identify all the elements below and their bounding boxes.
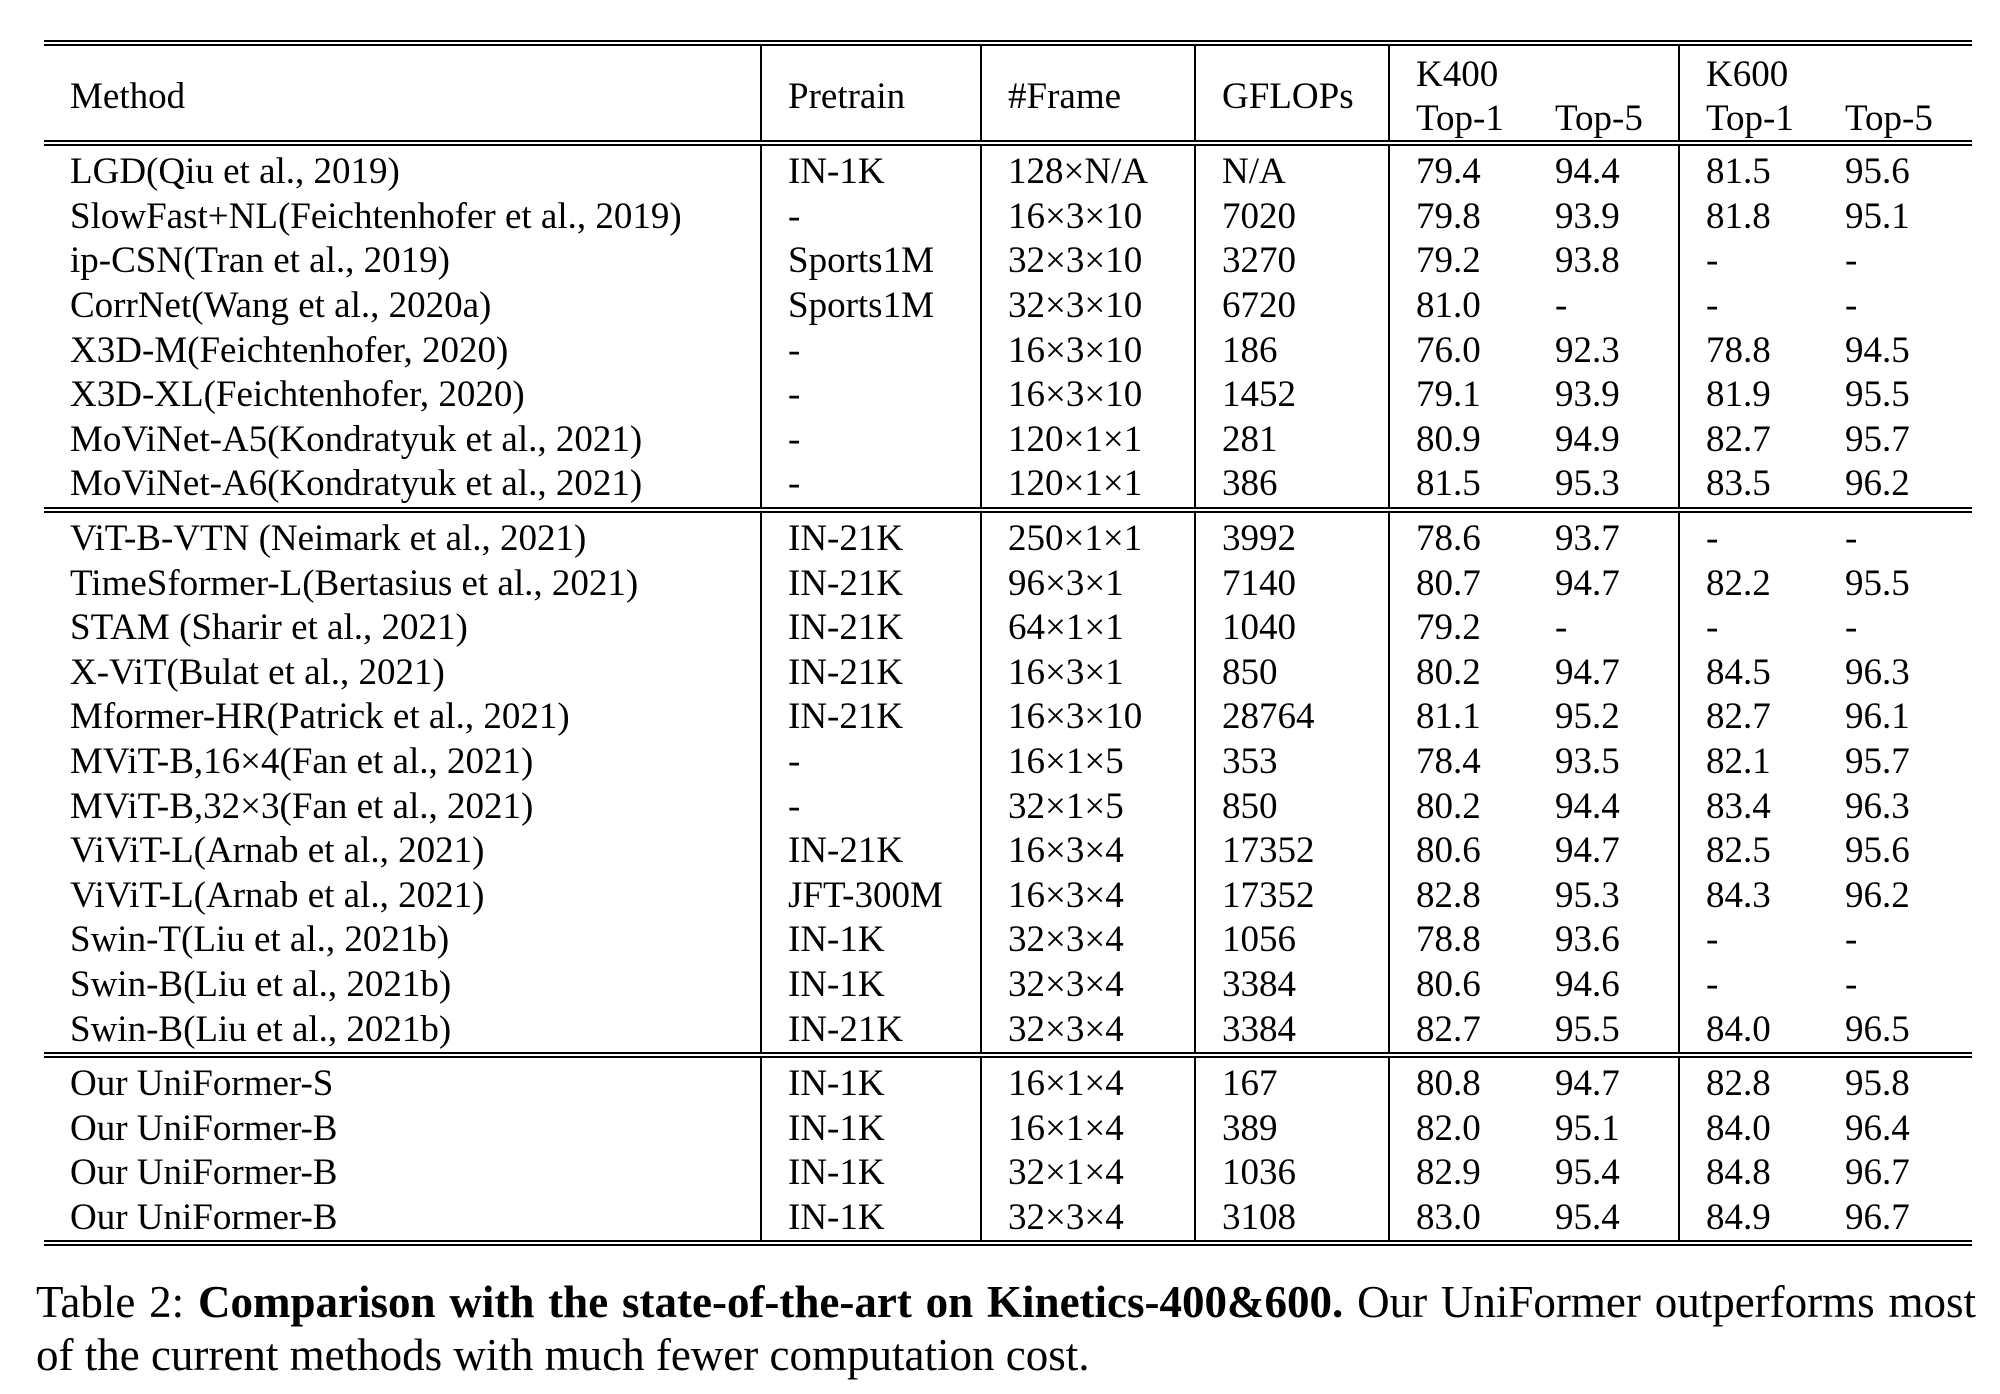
cell-k600-top5: 95.8	[1845, 1063, 1910, 1105]
cell-method: STAM (Sharir et al., 2021)	[70, 607, 468, 649]
cell-k600-top1: 83.4	[1679, 784, 1819, 829]
cell-frame: 96×3×1	[981, 561, 1195, 606]
cell-method: Swin-B(Liu et al., 2021b)	[70, 963, 452, 1005]
cell-k400-top1: 82.9	[1389, 1151, 1529, 1196]
cell-k400-top1: 78.6	[1389, 510, 1529, 562]
cell-frame: 64×1×1	[981, 606, 1195, 651]
table-row	[44, 1196, 1972, 1244]
cell-k600-top5: 96.2	[1845, 463, 1910, 505]
table-row	[44, 328, 1972, 373]
cell-pretrain: -	[761, 328, 981, 373]
cell-k400-top1: 78.8	[1389, 918, 1529, 963]
cell-method: Swin-T(Liu et al., 2021b)	[70, 919, 450, 961]
cell-k400-top1: 80.2	[1389, 651, 1529, 696]
cell-frame: 32×3×10	[981, 239, 1195, 284]
cell-method: X3D-XL(Feichtenhofer, 2020)	[70, 374, 525, 416]
cell-pretrain: IN-1K	[761, 1196, 981, 1244]
cell-k600-top1: 82.5	[1679, 829, 1819, 874]
cell-k600-top1: 82.8	[1679, 1055, 1819, 1107]
cell-k600-top1: -	[1679, 606, 1819, 651]
header-gflops: GFLOPs	[1195, 43, 1389, 143]
cell-k600-top1: 81.5	[1679, 143, 1819, 195]
cell-pretrain: -	[761, 373, 981, 418]
cell-pretrain: IN-21K	[761, 695, 981, 740]
cell-method: Swin-B(Liu et al., 2021b)	[70, 1008, 452, 1050]
table-row	[44, 462, 1972, 510]
table-row	[44, 1007, 1972, 1055]
cell-k600-top1: 78.8	[1679, 328, 1819, 373]
cell-gflops: 1036	[1195, 1151, 1389, 1196]
cell-gflops: 7020	[1195, 195, 1389, 240]
cell-method: X-ViT(Bulat et al., 2021)	[70, 651, 445, 693]
table-row	[44, 373, 1972, 418]
cell-method: MViT-B,16×4(Fan et al., 2021)	[70, 741, 534, 783]
cell-k400-top1: 83.0	[1389, 1196, 1529, 1244]
table-row	[44, 651, 1972, 696]
cell-gflops: 7140	[1195, 561, 1389, 606]
cell-pretrain: IN-1K	[761, 918, 981, 963]
cell-frame: 16×1×4	[981, 1055, 1195, 1107]
cell-frame: 16×3×1	[981, 651, 1195, 696]
cell-k600-top1: 84.8	[1679, 1151, 1819, 1196]
cell-k400-top5: 93.9	[1555, 374, 1620, 416]
cell-pretrain: IN-21K	[761, 829, 981, 874]
table-row	[44, 963, 1972, 1008]
cell-method: ViViT-L(Arnab et al., 2021)	[70, 874, 485, 916]
cell-gflops: 3384	[1195, 1007, 1389, 1055]
cell-pretrain: IN-21K	[761, 1007, 981, 1055]
cell-k400-top5: 94.7	[1555, 1063, 1620, 1105]
cell-k400-top5: 94.7	[1555, 562, 1620, 604]
cell-pretrain: IN-1K	[761, 1055, 981, 1107]
cell-method: ViT-B-VTN (Neimark et al., 2021)	[70, 518, 587, 560]
caption-label: Table 2:	[36, 1277, 198, 1327]
section-cnn-methods	[44, 143, 1972, 510]
cell-frame: 32×1×5	[981, 784, 1195, 829]
cell-gflops: 186	[1195, 328, 1389, 373]
cell-gflops: 850	[1195, 651, 1389, 696]
cell-k400-top1: 76.0	[1389, 328, 1529, 373]
table-row	[44, 239, 1972, 284]
cell-k600-top1: 84.0	[1679, 1106, 1819, 1151]
cell-k400-top5: 95.4	[1555, 1152, 1620, 1194]
cell-k600-top5: 96.5	[1845, 1008, 1910, 1050]
cell-k400-top5: 95.1	[1555, 1107, 1620, 1149]
cell-method: ip-CSN(Tran et al., 2019)	[70, 240, 450, 282]
cell-k600-top1: 82.7	[1679, 418, 1819, 463]
cell-pretrain: -	[761, 462, 981, 510]
cell-k400-top5: 95.2	[1555, 696, 1620, 738]
cell-k400-top1: 82.0	[1389, 1106, 1529, 1151]
cell-frame: 120×1×1	[981, 462, 1195, 510]
cell-k600-top5: 96.3	[1845, 651, 1910, 693]
header-method: Method	[70, 75, 186, 117]
cell-pretrain: IN-1K	[761, 1106, 981, 1151]
cell-k600-top5: 96.2	[1845, 874, 1910, 916]
cell-method: X3D-M(Feichtenhofer, 2020)	[70, 329, 509, 371]
cell-k400-top1: 82.8	[1389, 874, 1529, 919]
cell-frame: 32×3×10	[981, 284, 1195, 329]
cell-frame: 16×3×10	[981, 373, 1195, 418]
cell-k600-top1: 84.3	[1679, 874, 1819, 919]
cell-frame: 250×1×1	[981, 510, 1195, 562]
table-row	[44, 561, 1972, 606]
header-pretrain: Pretrain	[761, 43, 981, 143]
cell-k600-top5: 95.7	[1845, 418, 1910, 460]
cell-k600-top5: 96.3	[1845, 785, 1910, 827]
cell-gflops: 3384	[1195, 963, 1389, 1008]
cell-k400-top1: 81.0	[1389, 284, 1529, 329]
cell-k400-top5: 94.4	[1555, 785, 1620, 827]
cell-gflops: 1040	[1195, 606, 1389, 651]
cell-k400-top1: 80.6	[1389, 963, 1529, 1008]
table-row	[44, 829, 1972, 874]
cell-method: ViViT-L(Arnab et al., 2021)	[70, 830, 485, 872]
cell-k400-top1: 80.7	[1389, 561, 1529, 606]
cell-frame: 16×3×10	[981, 328, 1195, 373]
cell-k600-top1: -	[1679, 284, 1819, 329]
cell-k400-top1: 79.4	[1389, 143, 1529, 195]
cell-k400-top1: 81.1	[1389, 695, 1529, 740]
cell-frame: 32×3×4	[981, 1007, 1195, 1055]
cell-method: Our UniFormer-B	[70, 1196, 338, 1238]
cell-k400-top5: 93.5	[1555, 741, 1620, 783]
cell-gflops: 1056	[1195, 918, 1389, 963]
header-k600: K600	[1679, 43, 1972, 96]
cell-k600-top1: 82.7	[1679, 695, 1819, 740]
cell-gflops: N/A	[1195, 143, 1389, 195]
cell-method: Mformer-HR(Patrick et al., 2021)	[70, 696, 570, 738]
cell-method: TimeSformer-L(Bertasius et al., 2021)	[70, 562, 639, 604]
cell-gflops: 17352	[1195, 829, 1389, 874]
cell-k600-top5: 96.7	[1845, 1196, 1910, 1238]
table-row	[44, 510, 1972, 562]
table-header	[44, 43, 1972, 143]
section-transformer-methods	[44, 510, 1972, 1055]
cell-k400-top5: 95.4	[1555, 1196, 1620, 1238]
cell-gflops: 1452	[1195, 373, 1389, 418]
cell-k400-top5: 92.3	[1555, 329, 1620, 371]
table-row	[44, 418, 1972, 463]
cell-k400-top5: 95.5	[1555, 1008, 1620, 1050]
cell-k400-top1: 79.1	[1389, 373, 1529, 418]
cell-k400-top1: 79.2	[1389, 606, 1529, 651]
cell-gflops: 3108	[1195, 1196, 1389, 1244]
cell-k400-top1: 79.8	[1389, 195, 1529, 240]
cell-k600-top1: -	[1679, 963, 1819, 1008]
cell-pretrain: IN-1K	[761, 143, 981, 195]
cell-frame: 16×3×4	[981, 829, 1195, 874]
cell-k600-top1: 81.8	[1679, 195, 1819, 240]
cell-k400-top1: 80.6	[1389, 829, 1529, 874]
table-row	[44, 1055, 1972, 1107]
cell-k400-top1: 81.5	[1389, 462, 1529, 510]
cell-k400-top1: 80.8	[1389, 1055, 1529, 1107]
table-row	[44, 784, 1972, 829]
cell-pretrain: -	[761, 784, 981, 829]
cell-method: MoViNet-A6(Kondratyuk et al., 2021)	[70, 463, 643, 505]
cell-gflops: 281	[1195, 418, 1389, 463]
cell-frame: 32×1×4	[981, 1151, 1195, 1196]
table-caption	[36, 1276, 1976, 1382]
cell-method: CorrNet(Wang et al., 2020a)	[70, 285, 492, 327]
cell-k400-top5: 94.9	[1555, 418, 1620, 460]
table-row	[44, 143, 1972, 195]
cell-k600-top1: 82.2	[1679, 561, 1819, 606]
cell-pretrain: IN-21K	[761, 510, 981, 562]
cell-k600-top5: 95.6	[1845, 151, 1910, 193]
table-row	[44, 1151, 1972, 1196]
header-frame: #Frame	[981, 43, 1195, 143]
cell-k600-top1: 84.0	[1679, 1007, 1819, 1055]
cell-pretrain: IN-1K	[761, 963, 981, 1008]
cell-pretrain: Sports1M	[761, 239, 981, 284]
cell-pretrain: JFT-300M	[761, 874, 981, 919]
header-k600-top5: Top-5	[1845, 97, 1933, 139]
cell-frame: 32×3×4	[981, 963, 1195, 1008]
table-row	[44, 1106, 1972, 1151]
cell-k400-top5: 93.9	[1555, 195, 1620, 237]
header-k400-top5: Top-5	[1555, 97, 1643, 139]
cell-k600-top1: 82.1	[1679, 740, 1819, 785]
cell-frame: 32×3×4	[981, 1196, 1195, 1244]
cell-k600-top5: 95.1	[1845, 195, 1910, 237]
cell-k600-top1: 84.9	[1679, 1196, 1819, 1244]
cell-k600-top5: -	[1845, 607, 1858, 649]
cell-k400-top5: -	[1555, 285, 1568, 327]
cell-k600-top5: 96.7	[1845, 1152, 1910, 1194]
cell-pretrain: -	[761, 740, 981, 785]
cell-k600-top5: 95.6	[1845, 830, 1910, 872]
cell-method: SlowFast+NL(Feichtenhofer et al., 2019)	[70, 195, 682, 237]
cell-k600-top5: 96.1	[1845, 696, 1910, 738]
cell-method: MViT-B,32×3(Fan et al., 2021)	[70, 785, 534, 827]
cell-k600-top1: -	[1679, 510, 1819, 562]
cell-k400-top5: 94.4	[1555, 151, 1620, 193]
cell-method: Our UniFormer-B	[70, 1152, 338, 1194]
cell-k600-top5: -	[1845, 919, 1858, 961]
cell-frame: 16×3×4	[981, 874, 1195, 919]
header-k400: K400	[1389, 43, 1679, 96]
cell-gflops: 167	[1195, 1055, 1389, 1107]
cell-method: Our UniFormer-S	[70, 1063, 334, 1105]
cell-k400-top5: 94.6	[1555, 963, 1620, 1005]
table-row	[44, 874, 1972, 919]
cell-pretrain: IN-1K	[761, 1151, 981, 1196]
table-row	[44, 740, 1972, 785]
section-our-methods	[44, 1055, 1972, 1243]
cell-k400-top1: 78.4	[1389, 740, 1529, 785]
cell-k400-top1: 80.2	[1389, 784, 1529, 829]
cell-k400-top1: 79.2	[1389, 239, 1529, 284]
cell-k400-top5: 93.7	[1555, 518, 1620, 560]
table-row	[44, 195, 1972, 240]
cell-k400-top5: 95.3	[1555, 874, 1620, 916]
cell-frame: 16×3×10	[981, 195, 1195, 240]
cell-frame: 32×3×4	[981, 918, 1195, 963]
cell-frame: 120×1×1	[981, 418, 1195, 463]
header-k400-top1: Top-1	[1389, 96, 1529, 143]
cell-pretrain: -	[761, 418, 981, 463]
cell-k600-top5: -	[1845, 518, 1858, 560]
cell-k400-top1: 82.7	[1389, 1007, 1529, 1055]
cell-gflops: 353	[1195, 740, 1389, 785]
header-k600-top1: Top-1	[1679, 96, 1819, 143]
cell-pretrain: IN-21K	[761, 606, 981, 651]
cell-frame: 16×1×4	[981, 1106, 1195, 1151]
cell-method: Our UniFormer-B	[70, 1107, 338, 1149]
cell-k600-top1: -	[1679, 239, 1819, 284]
cell-k600-top5: 95.7	[1845, 741, 1910, 783]
cell-k400-top1: 80.9	[1389, 418, 1529, 463]
cell-frame: 128×N/A	[981, 143, 1195, 195]
results-table	[44, 40, 1972, 1246]
cell-k400-top5: 95.3	[1555, 463, 1620, 505]
cell-gflops: 28764	[1195, 695, 1389, 740]
cell-k400-top5: -	[1555, 607, 1568, 649]
cell-k600-top5: -	[1845, 963, 1858, 1005]
cell-frame: 16×1×5	[981, 740, 1195, 785]
cell-pretrain: IN-21K	[761, 651, 981, 696]
cell-k600-top5: 94.5	[1845, 329, 1910, 371]
cell-k400-top5: 94.7	[1555, 830, 1620, 872]
table-row	[44, 695, 1972, 740]
cell-k600-top5: -	[1845, 240, 1858, 282]
table-row	[44, 918, 1972, 963]
caption-text: Our UniFormer outperforms most of the current methods with much fewer computation cost.	[36, 1277, 1976, 1380]
cell-k400-top5: 94.7	[1555, 651, 1620, 693]
cell-k400-top5: 93.8	[1555, 240, 1620, 282]
cell-gflops: 3992	[1195, 510, 1389, 562]
cell-pretrain: IN-21K	[761, 561, 981, 606]
cell-k600-top1: 81.9	[1679, 373, 1819, 418]
cell-gflops: 850	[1195, 784, 1389, 829]
cell-k600-top5: 95.5	[1845, 374, 1910, 416]
cell-k600-top5: 96.4	[1845, 1107, 1910, 1149]
cell-k600-top1: 84.5	[1679, 651, 1819, 696]
caption-title: Comparison with the state-of-the-art on Kinetics-400&600.	[197, 1277, 1344, 1327]
cell-k600-top1: -	[1679, 918, 1819, 963]
cell-gflops: 389	[1195, 1106, 1389, 1151]
cell-k600-top1: 83.5	[1679, 462, 1819, 510]
cell-k400-top5: 93.6	[1555, 919, 1620, 961]
cell-gflops: 17352	[1195, 874, 1389, 919]
cell-method: LGD(Qiu et al., 2019)	[70, 151, 400, 193]
cell-k600-top5: -	[1845, 285, 1858, 327]
cell-frame: 16×3×10	[981, 695, 1195, 740]
table-row	[44, 284, 1972, 329]
cell-pretrain: -	[761, 195, 981, 240]
cell-gflops: 386	[1195, 462, 1389, 510]
cell-gflops: 3270	[1195, 239, 1389, 284]
cell-method: MoViNet-A5(Kondratyuk et al., 2021)	[70, 418, 643, 460]
cell-gflops: 6720	[1195, 284, 1389, 329]
cell-pretrain: Sports1M	[761, 284, 981, 329]
table-row	[44, 606, 1972, 651]
cell-k600-top5: 95.5	[1845, 562, 1910, 604]
